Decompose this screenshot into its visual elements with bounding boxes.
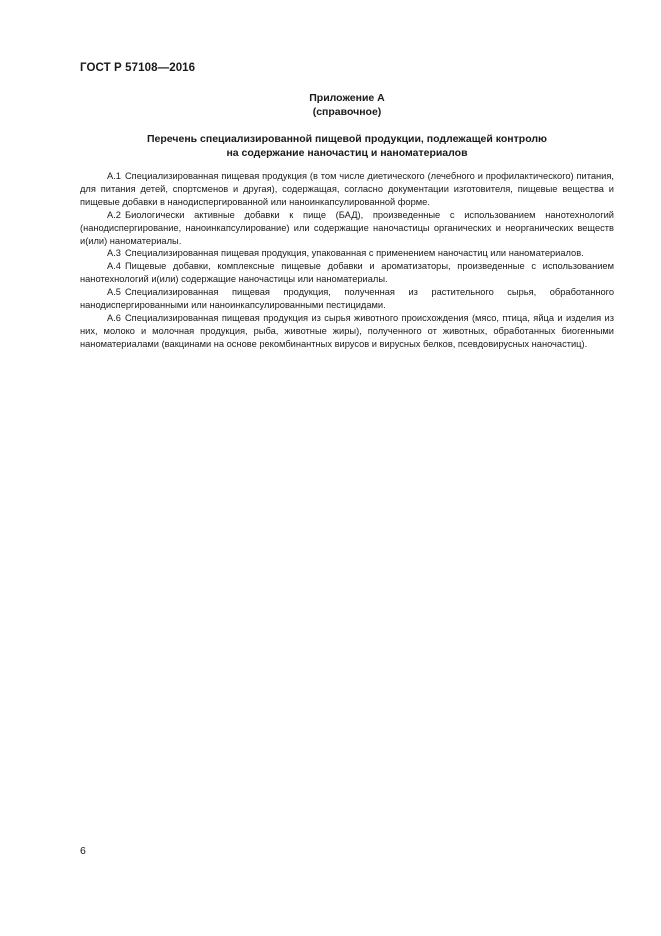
item-text: Специализированная пищевая продукция (в том числе диетического (лечебного и профилактического) питания, для питания детей, спортсменов и другая), содержащая, согласно документации изготовителя, пищевые вещества и пищевые добавки в нанодиспергированной или наноинкапсулированной форме. xyxy=(80,171,614,207)
page-number: 6 xyxy=(80,845,86,857)
item-number: А.1 xyxy=(107,171,121,181)
item-number: А.4 xyxy=(107,261,121,272)
item-text: Специализированная пищевая продукция, упакованная с применением наночастиц или наноматериалов. xyxy=(124,248,584,259)
item-text: Специализированная пищевая продукция из сырья животного происхождения (мясо, птица, яйца и изделия из них, молоко и молочная продукция, рыба, животные жиры), полученного от животных, обработанных биогенными наноматериалами (вакцинами на основе рекомбинантных вирусов и вирусных белков, псевдовирусных наночастиц). xyxy=(80,312,614,349)
item-number: А.5 xyxy=(107,287,121,298)
annex-title-line-2: на содержание наночастиц и наноматериалов xyxy=(226,147,468,159)
annex-status: (справочное) xyxy=(312,106,382,118)
list-item xyxy=(80,247,614,260)
annex-body xyxy=(80,170,614,351)
item-text: Пищевые добавки, комплексные пищевые добавки и ароматизаторы, произведенные с использованием нанотехнологий и(или) содержащие наночастицы или наноматериалы. xyxy=(80,261,614,285)
list-item xyxy=(80,260,614,286)
list-item xyxy=(80,312,614,351)
annex-label: Приложение А xyxy=(309,92,385,104)
item-number: А.2 xyxy=(107,209,121,220)
annex-title xyxy=(80,132,614,160)
list-item xyxy=(80,170,614,209)
item-text: Специализированная пищевая продукция, полученная из растительного сырья, обработанного нанодиспергированными или наноинкапсулированными пестицидами. xyxy=(80,287,614,311)
item-number: А.6 xyxy=(107,312,121,323)
annex-title-line-1: Перечень специализированной пищевой продукции, подлежащей контролю xyxy=(147,133,547,145)
item-number: А.3 xyxy=(107,248,121,259)
list-item xyxy=(80,209,614,248)
list-item xyxy=(80,286,614,312)
document-id: ГОСТ Р 57108—2016 xyxy=(80,62,196,74)
item-text: Биологически активные добавки к пище (БАД), произведенные с использованием нанотехнологий (нанодиспергирование, наноинкапсулирование) или содержащие наночастицы органических и неорганических веществ и(или) наноматериалы. xyxy=(80,209,614,246)
